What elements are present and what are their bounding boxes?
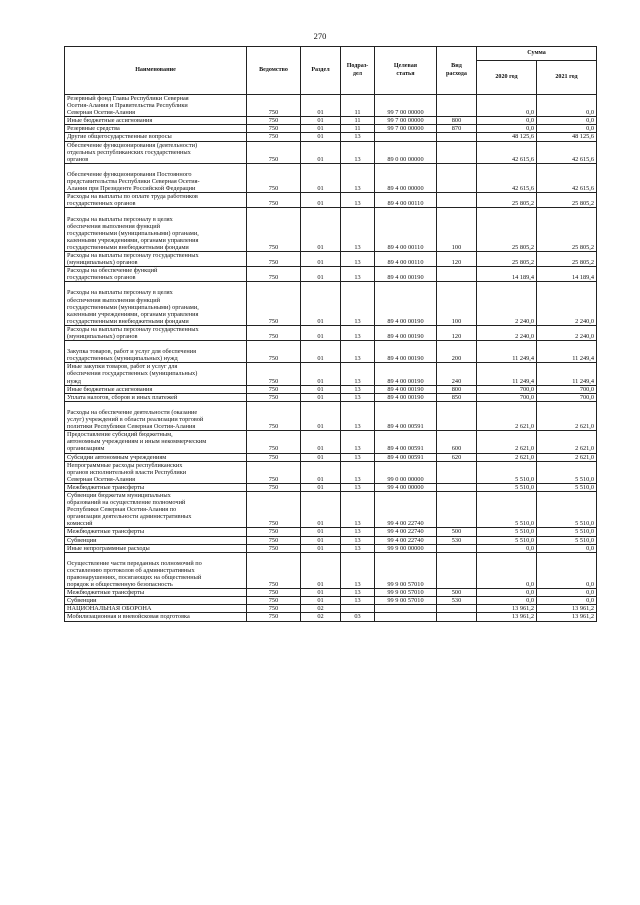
cell-target-article: 89 0 00 00000 — [375, 141, 437, 163]
cell-subsection: 03 — [341, 613, 375, 621]
cell-expense-type — [437, 544, 477, 552]
cell-subsection: 13 — [341, 589, 375, 597]
cell-2020: 2 240,0 — [477, 325, 537, 340]
cell-2020: 11 249,4 — [477, 341, 537, 363]
header-target-article: Целевая статья — [375, 47, 437, 95]
cell-subsection: 13 — [341, 341, 375, 363]
cell-section: 01 — [301, 597, 341, 605]
cell-department: 750 — [247, 605, 301, 613]
cell-target-article: 99 7 00 00000 — [375, 95, 437, 117]
cell-expense-type: 240 — [437, 363, 477, 385]
cell-name: Расходы на выплаты персоналу в целях обеспечения выполнения функций государственными (муниципальными) органами, казенными учреждениями, органами управления государственными внебюджетными фондами — [65, 282, 247, 326]
table-row — [65, 536, 597, 544]
cell-name: Расходы на выплаты персоналу в целях обеспечения выполнения функций государственными (муниципальными) органами, казенными учреждениями, органами управления государственными внебюджетными фондами — [65, 208, 247, 252]
cell-section: 01 — [301, 141, 341, 163]
cell-department: 750 — [247, 141, 301, 163]
cell-subsection: 13 — [341, 461, 375, 483]
cell-name: Субвенции бюджетам муниципальных образований на осуществление полномочий Республики Северная Осетия-Алания по организации деятельности административных комиссий — [65, 491, 247, 527]
cell-department: 750 — [247, 163, 301, 192]
cell-target-article: 99 4 00 22740 — [375, 491, 437, 527]
cell-name: Закупка товаров, работ и услуг для обеспечения государственных (муниципальных) нужд — [65, 341, 247, 363]
cell-department: 750 — [247, 208, 301, 252]
cell-department: 750 — [247, 117, 301, 125]
cell-target-article: 99 9 00 57010 — [375, 597, 437, 605]
cell-2021: 2 621,0 — [537, 401, 597, 430]
table-row — [65, 528, 597, 536]
cell-expense-type — [437, 401, 477, 430]
cell-subsection: 13 — [341, 251, 375, 266]
cell-section: 01 — [301, 117, 341, 125]
cell-2021: 0,0 — [537, 117, 597, 125]
cell-name: Иные закупки товаров, работ и услуг для обеспечения государственных (муниципальных) нужд — [65, 363, 247, 385]
cell-expense-type — [437, 267, 477, 282]
cell-section: 01 — [301, 193, 341, 208]
cell-department: 750 — [247, 363, 301, 385]
cell-department: 750 — [247, 325, 301, 340]
table-row — [65, 461, 597, 483]
table-row — [65, 363, 597, 385]
header-expense-type: Вид расхода — [437, 47, 477, 95]
cell-name: Иные непрограммные расходы — [65, 544, 247, 552]
cell-target-article: 89 4 00 00591 — [375, 431, 437, 453]
cell-name: Другие общегосударственные вопросы — [65, 133, 247, 141]
cell-2020: 2 621,0 — [477, 453, 537, 461]
cell-2020: 14 189,4 — [477, 267, 537, 282]
cell-target-article: 89 4 00 00190 — [375, 341, 437, 363]
cell-2020: 25 805,2 — [477, 193, 537, 208]
table-row — [65, 208, 597, 252]
cell-department: 750 — [247, 282, 301, 326]
cell-name: Предоставление субсидий бюджетным, автономным учреждениям и иным некоммерческим организациям — [65, 431, 247, 453]
cell-2021: 42 615,6 — [537, 163, 597, 192]
cell-subsection: 13 — [341, 193, 375, 208]
cell-2020: 700,0 — [477, 393, 537, 401]
cell-target-article: 99 7 00 00000 — [375, 125, 437, 133]
cell-expense-type: 530 — [437, 536, 477, 544]
cell-expense-type — [437, 461, 477, 483]
cell-name: Субвенции — [65, 536, 247, 544]
cell-2020: 0,0 — [477, 597, 537, 605]
cell-department: 750 — [247, 401, 301, 430]
cell-subsection — [341, 605, 375, 613]
cell-subsection: 13 — [341, 544, 375, 552]
cell-department: 750 — [247, 544, 301, 552]
cell-subsection: 13 — [341, 597, 375, 605]
cell-department: 750 — [247, 341, 301, 363]
cell-2021: 2 621,0 — [537, 431, 597, 453]
cell-2021: 700,0 — [537, 393, 597, 401]
cell-expense-type: 120 — [437, 251, 477, 266]
cell-2021: 2 621,0 — [537, 453, 597, 461]
cell-expense-type — [437, 483, 477, 491]
cell-target-article: 89 4 00 00591 — [375, 453, 437, 461]
cell-department: 750 — [247, 251, 301, 266]
cell-2021: 2 240,0 — [537, 282, 597, 326]
cell-2021: 42 615,6 — [537, 141, 597, 163]
cell-subsection: 13 — [341, 536, 375, 544]
cell-subsection: 13 — [341, 141, 375, 163]
cell-subsection: 11 — [341, 117, 375, 125]
cell-2020: 5 510,0 — [477, 483, 537, 491]
cell-section: 01 — [301, 461, 341, 483]
table-row — [65, 267, 597, 282]
cell-name: Межбюджетные трансферты — [65, 589, 247, 597]
cell-subsection: 13 — [341, 208, 375, 252]
cell-name: Расходы на выплаты по оплате труда работников государственных органов — [65, 193, 247, 208]
cell-2020: 2 240,0 — [477, 282, 537, 326]
cell-section: 01 — [301, 125, 341, 133]
cell-2021: 0,0 — [537, 125, 597, 133]
cell-subsection: 13 — [341, 552, 375, 588]
cell-2020: 0,0 — [477, 552, 537, 588]
cell-name: Обеспечение функционирования Постоянного представительства Республики Северная Осетия- Алания при Президенте Российской Федерации — [65, 163, 247, 192]
cell-subsection: 13 — [341, 385, 375, 393]
table-row — [65, 597, 597, 605]
cell-2021: 25 805,2 — [537, 193, 597, 208]
cell-expense-type: 500 — [437, 589, 477, 597]
table-row — [65, 393, 597, 401]
cell-2021: 25 805,2 — [537, 251, 597, 266]
table-row — [65, 251, 597, 266]
cell-2021: 0,0 — [537, 597, 597, 605]
cell-2021: 0,0 — [537, 95, 597, 117]
table-row — [65, 491, 597, 527]
table-row — [65, 193, 597, 208]
cell-target-article: 89 4 00 00190 — [375, 363, 437, 385]
cell-2021: 48 125,6 — [537, 133, 597, 141]
cell-target-article: 99 9 00 57010 — [375, 589, 437, 597]
budget-table — [64, 46, 597, 622]
table-row — [65, 544, 597, 552]
cell-2021: 5 510,0 — [537, 528, 597, 536]
cell-target-article: 99 9 00 00000 — [375, 544, 437, 552]
cell-name: Уплата налогов, сборов и иных платежей — [65, 393, 247, 401]
cell-target-article: 89 4 00 00190 — [375, 325, 437, 340]
cell-section: 01 — [301, 282, 341, 326]
cell-2020: 25 805,2 — [477, 251, 537, 266]
cell-name: Субсидии автономным учреждениям — [65, 453, 247, 461]
cell-name: Осуществление части переданных полномочий по составлению протоколов об административных правонарушениях, посягающих на общественный порядок и общественную безопасность — [65, 552, 247, 588]
table-row — [65, 401, 597, 430]
cell-expense-type: 530 — [437, 597, 477, 605]
cell-target-article: 99 4 00 22740 — [375, 536, 437, 544]
cell-subsection: 11 — [341, 95, 375, 117]
cell-section: 01 — [301, 267, 341, 282]
cell-subsection: 13 — [341, 163, 375, 192]
cell-target-article: 89 4 00 00110 — [375, 193, 437, 208]
table-row — [65, 453, 597, 461]
cell-expense-type — [437, 163, 477, 192]
cell-target-article: 89 4 00 00591 — [375, 401, 437, 430]
cell-expense-type: 870 — [437, 125, 477, 133]
cell-department: 750 — [247, 536, 301, 544]
table-row — [65, 341, 597, 363]
cell-name: Расходы на обеспечение функций государственных органов — [65, 267, 247, 282]
cell-section: 01 — [301, 528, 341, 536]
cell-2020: 0,0 — [477, 117, 537, 125]
cell-expense-type: 620 — [437, 453, 477, 461]
cell-target-article: 89 4 00 00190 — [375, 267, 437, 282]
cell-name: Расходы на обеспечение деятельности (оказание услуг) учреждений в области реализации торговой политики Республики Северная Осетия-Алания — [65, 401, 247, 430]
cell-expense-type — [437, 95, 477, 117]
page-number: 270 — [313, 31, 327, 41]
header-department: Ведомство — [247, 47, 301, 95]
cell-expense-type — [437, 605, 477, 613]
cell-department: 750 — [247, 461, 301, 483]
cell-section: 01 — [301, 163, 341, 192]
cell-department: 750 — [247, 597, 301, 605]
cell-2020: 2 621,0 — [477, 401, 537, 430]
cell-2020: 11 249,4 — [477, 363, 537, 385]
cell-2021: 700,0 — [537, 385, 597, 393]
cell-expense-type: 800 — [437, 385, 477, 393]
table-row — [65, 431, 597, 453]
cell-section: 01 — [301, 552, 341, 588]
cell-department: 750 — [247, 133, 301, 141]
table-row — [65, 605, 597, 613]
cell-expense-type: 850 — [437, 393, 477, 401]
cell-target-article: 89 4 00 00190 — [375, 385, 437, 393]
table-row — [65, 141, 597, 163]
table-row — [65, 117, 597, 125]
cell-section: 01 — [301, 453, 341, 461]
cell-expense-type: 800 — [437, 117, 477, 125]
cell-2021: 0,0 — [537, 589, 597, 597]
cell-section: 01 — [301, 251, 341, 266]
cell-target-article: 99 0 00 00000 — [375, 461, 437, 483]
cell-name: Межбюджетные трансферты — [65, 483, 247, 491]
cell-subsection: 13 — [341, 483, 375, 491]
cell-expense-type: 100 — [437, 282, 477, 326]
cell-2020: 0,0 — [477, 589, 537, 597]
cell-subsection: 13 — [341, 267, 375, 282]
cell-target-article: 89 4 00 00000 — [375, 163, 437, 192]
cell-expense-type — [437, 491, 477, 527]
cell-name: Обеспечение функционирования (деятельности) отдельных республиканских государственных органов — [65, 141, 247, 163]
cell-target-article: 99 7 00 00000 — [375, 117, 437, 125]
header-year-2020: 2020 год — [477, 61, 537, 95]
cell-expense-type: 200 — [437, 341, 477, 363]
cell-name: Иные бюджетные ассигнования — [65, 117, 247, 125]
cell-2020: 13 961,2 — [477, 613, 537, 621]
cell-2021: 5 510,0 — [537, 461, 597, 483]
header-subsection: Подраз- дел — [341, 47, 375, 95]
cell-2020: 0,0 — [477, 95, 537, 117]
table-row — [65, 282, 597, 326]
cell-expense-type: 100 — [437, 208, 477, 252]
cell-name: Межбюджетные трансферты — [65, 528, 247, 536]
cell-department: 750 — [247, 393, 301, 401]
cell-2021: 11 249,4 — [537, 363, 597, 385]
cell-expense-type — [437, 133, 477, 141]
cell-2020: 48 125,6 — [477, 133, 537, 141]
cell-2020: 5 510,0 — [477, 491, 537, 527]
cell-name: Расходы на выплаты персоналу государственных (муниципальных) органов — [65, 325, 247, 340]
cell-department: 750 — [247, 491, 301, 527]
cell-expense-type — [437, 141, 477, 163]
cell-department: 750 — [247, 552, 301, 588]
cell-department: 750 — [247, 267, 301, 282]
table-row — [65, 589, 597, 597]
cell-2021: 5 510,0 — [537, 483, 597, 491]
cell-2021: 11 249,4 — [537, 341, 597, 363]
cell-target-article: 89 4 00 00110 — [375, 208, 437, 252]
header-year-2021: 2021 год — [537, 61, 597, 95]
cell-section: 01 — [301, 431, 341, 453]
table-body — [65, 95, 597, 622]
cell-department: 750 — [247, 431, 301, 453]
cell-section: 01 — [301, 325, 341, 340]
cell-department: 750 — [247, 483, 301, 491]
cell-department: 750 — [247, 385, 301, 393]
table-row — [65, 133, 597, 141]
cell-2021: 0,0 — [537, 544, 597, 552]
cell-subsection: 13 — [341, 325, 375, 340]
cell-2020: 5 510,0 — [477, 461, 537, 483]
cell-department: 750 — [247, 589, 301, 597]
cell-2021: 5 510,0 — [537, 536, 597, 544]
cell-target-article: 89 4 00 00190 — [375, 282, 437, 326]
header-sum: Сумма — [477, 47, 597, 61]
cell-subsection: 13 — [341, 401, 375, 430]
cell-target-article: 99 4 00 00000 — [375, 483, 437, 491]
table-row — [65, 95, 597, 117]
cell-target-article: 99 4 00 22740 — [375, 528, 437, 536]
cell-name: Резервный фонд Главы Республики Северная Осетия-Алания и Правительства Республики Северная Осетия-Алания — [65, 95, 247, 117]
cell-2020: 42 615,6 — [477, 163, 537, 192]
cell-2020: 0,0 — [477, 544, 537, 552]
table-row — [65, 163, 597, 192]
cell-name: НАЦИОНАЛЬНАЯ ОБОРОНА — [65, 605, 247, 613]
cell-expense-type — [437, 193, 477, 208]
cell-section: 01 — [301, 385, 341, 393]
cell-expense-type: 600 — [437, 431, 477, 453]
cell-expense-type: 500 — [437, 528, 477, 536]
cell-department: 750 — [247, 95, 301, 117]
cell-2020: 25 805,2 — [477, 208, 537, 252]
cell-name: Мобилизационная и вневойсковая подготовка — [65, 613, 247, 621]
cell-name: Непрограммные расходы республиканских органов исполнительной власти Республики Северная Осетия-Алания — [65, 461, 247, 483]
cell-2020: 5 510,0 — [477, 536, 537, 544]
cell-name: Субвенции — [65, 597, 247, 605]
table-row — [65, 385, 597, 393]
cell-target-article: 99 9 00 57010 — [375, 552, 437, 588]
cell-subsection: 13 — [341, 282, 375, 326]
cell-2021: 13 961,2 — [537, 613, 597, 621]
cell-department: 750 — [247, 528, 301, 536]
cell-section: 01 — [301, 483, 341, 491]
table-row — [65, 125, 597, 133]
cell-section: 01 — [301, 491, 341, 527]
cell-subsection: 13 — [341, 363, 375, 385]
cell-target-article — [375, 133, 437, 141]
cell-name: Расходы на выплаты персоналу государственных (муниципальных) органов — [65, 251, 247, 266]
cell-2021: 0,0 — [537, 552, 597, 588]
cell-department: 750 — [247, 613, 301, 621]
table-row — [65, 613, 597, 621]
cell-2020: 5 510,0 — [477, 528, 537, 536]
cell-expense-type — [437, 552, 477, 588]
cell-section: 01 — [301, 536, 341, 544]
table-row — [65, 325, 597, 340]
cell-2020: 700,0 — [477, 385, 537, 393]
cell-section: 01 — [301, 393, 341, 401]
table-row — [65, 552, 597, 588]
cell-section: 01 — [301, 363, 341, 385]
cell-section: 02 — [301, 605, 341, 613]
cell-section: 01 — [301, 95, 341, 117]
cell-2021: 14 189,4 — [537, 267, 597, 282]
cell-subsection: 11 — [341, 125, 375, 133]
cell-subsection: 13 — [341, 528, 375, 536]
cell-2021: 2 240,0 — [537, 325, 597, 340]
cell-target-article — [375, 613, 437, 621]
cell-2021: 13 961,2 — [537, 605, 597, 613]
cell-2020: 42 615,6 — [477, 141, 537, 163]
cell-2021: 5 510,0 — [537, 491, 597, 527]
cell-expense-type: 120 — [437, 325, 477, 340]
cell-section: 01 — [301, 341, 341, 363]
cell-section: 01 — [301, 208, 341, 252]
cell-target-article: 89 4 00 00190 — [375, 393, 437, 401]
cell-2020: 13 961,2 — [477, 605, 537, 613]
cell-target-article: 89 4 00 00110 — [375, 251, 437, 266]
cell-name: Резервные средства — [65, 125, 247, 133]
cell-section: 01 — [301, 589, 341, 597]
cell-department: 750 — [247, 453, 301, 461]
cell-department: 750 — [247, 125, 301, 133]
cell-section: 02 — [301, 613, 341, 621]
cell-section: 01 — [301, 133, 341, 141]
cell-subsection: 13 — [341, 491, 375, 527]
cell-subsection: 13 — [341, 393, 375, 401]
header-name: Наименование — [65, 47, 247, 95]
cell-section: 01 — [301, 544, 341, 552]
cell-subsection: 13 — [341, 133, 375, 141]
header-section: Раздел — [301, 47, 341, 95]
cell-subsection: 13 — [341, 453, 375, 461]
table-row — [65, 483, 597, 491]
cell-expense-type — [437, 613, 477, 621]
cell-subsection: 13 — [341, 431, 375, 453]
cell-name: Иные бюджетные ассигнования — [65, 385, 247, 393]
cell-2020: 0,0 — [477, 125, 537, 133]
cell-target-article — [375, 605, 437, 613]
cell-2020: 2 621,0 — [477, 431, 537, 453]
cell-department: 750 — [247, 193, 301, 208]
cell-2021: 25 805,2 — [537, 208, 597, 252]
cell-section: 01 — [301, 401, 341, 430]
